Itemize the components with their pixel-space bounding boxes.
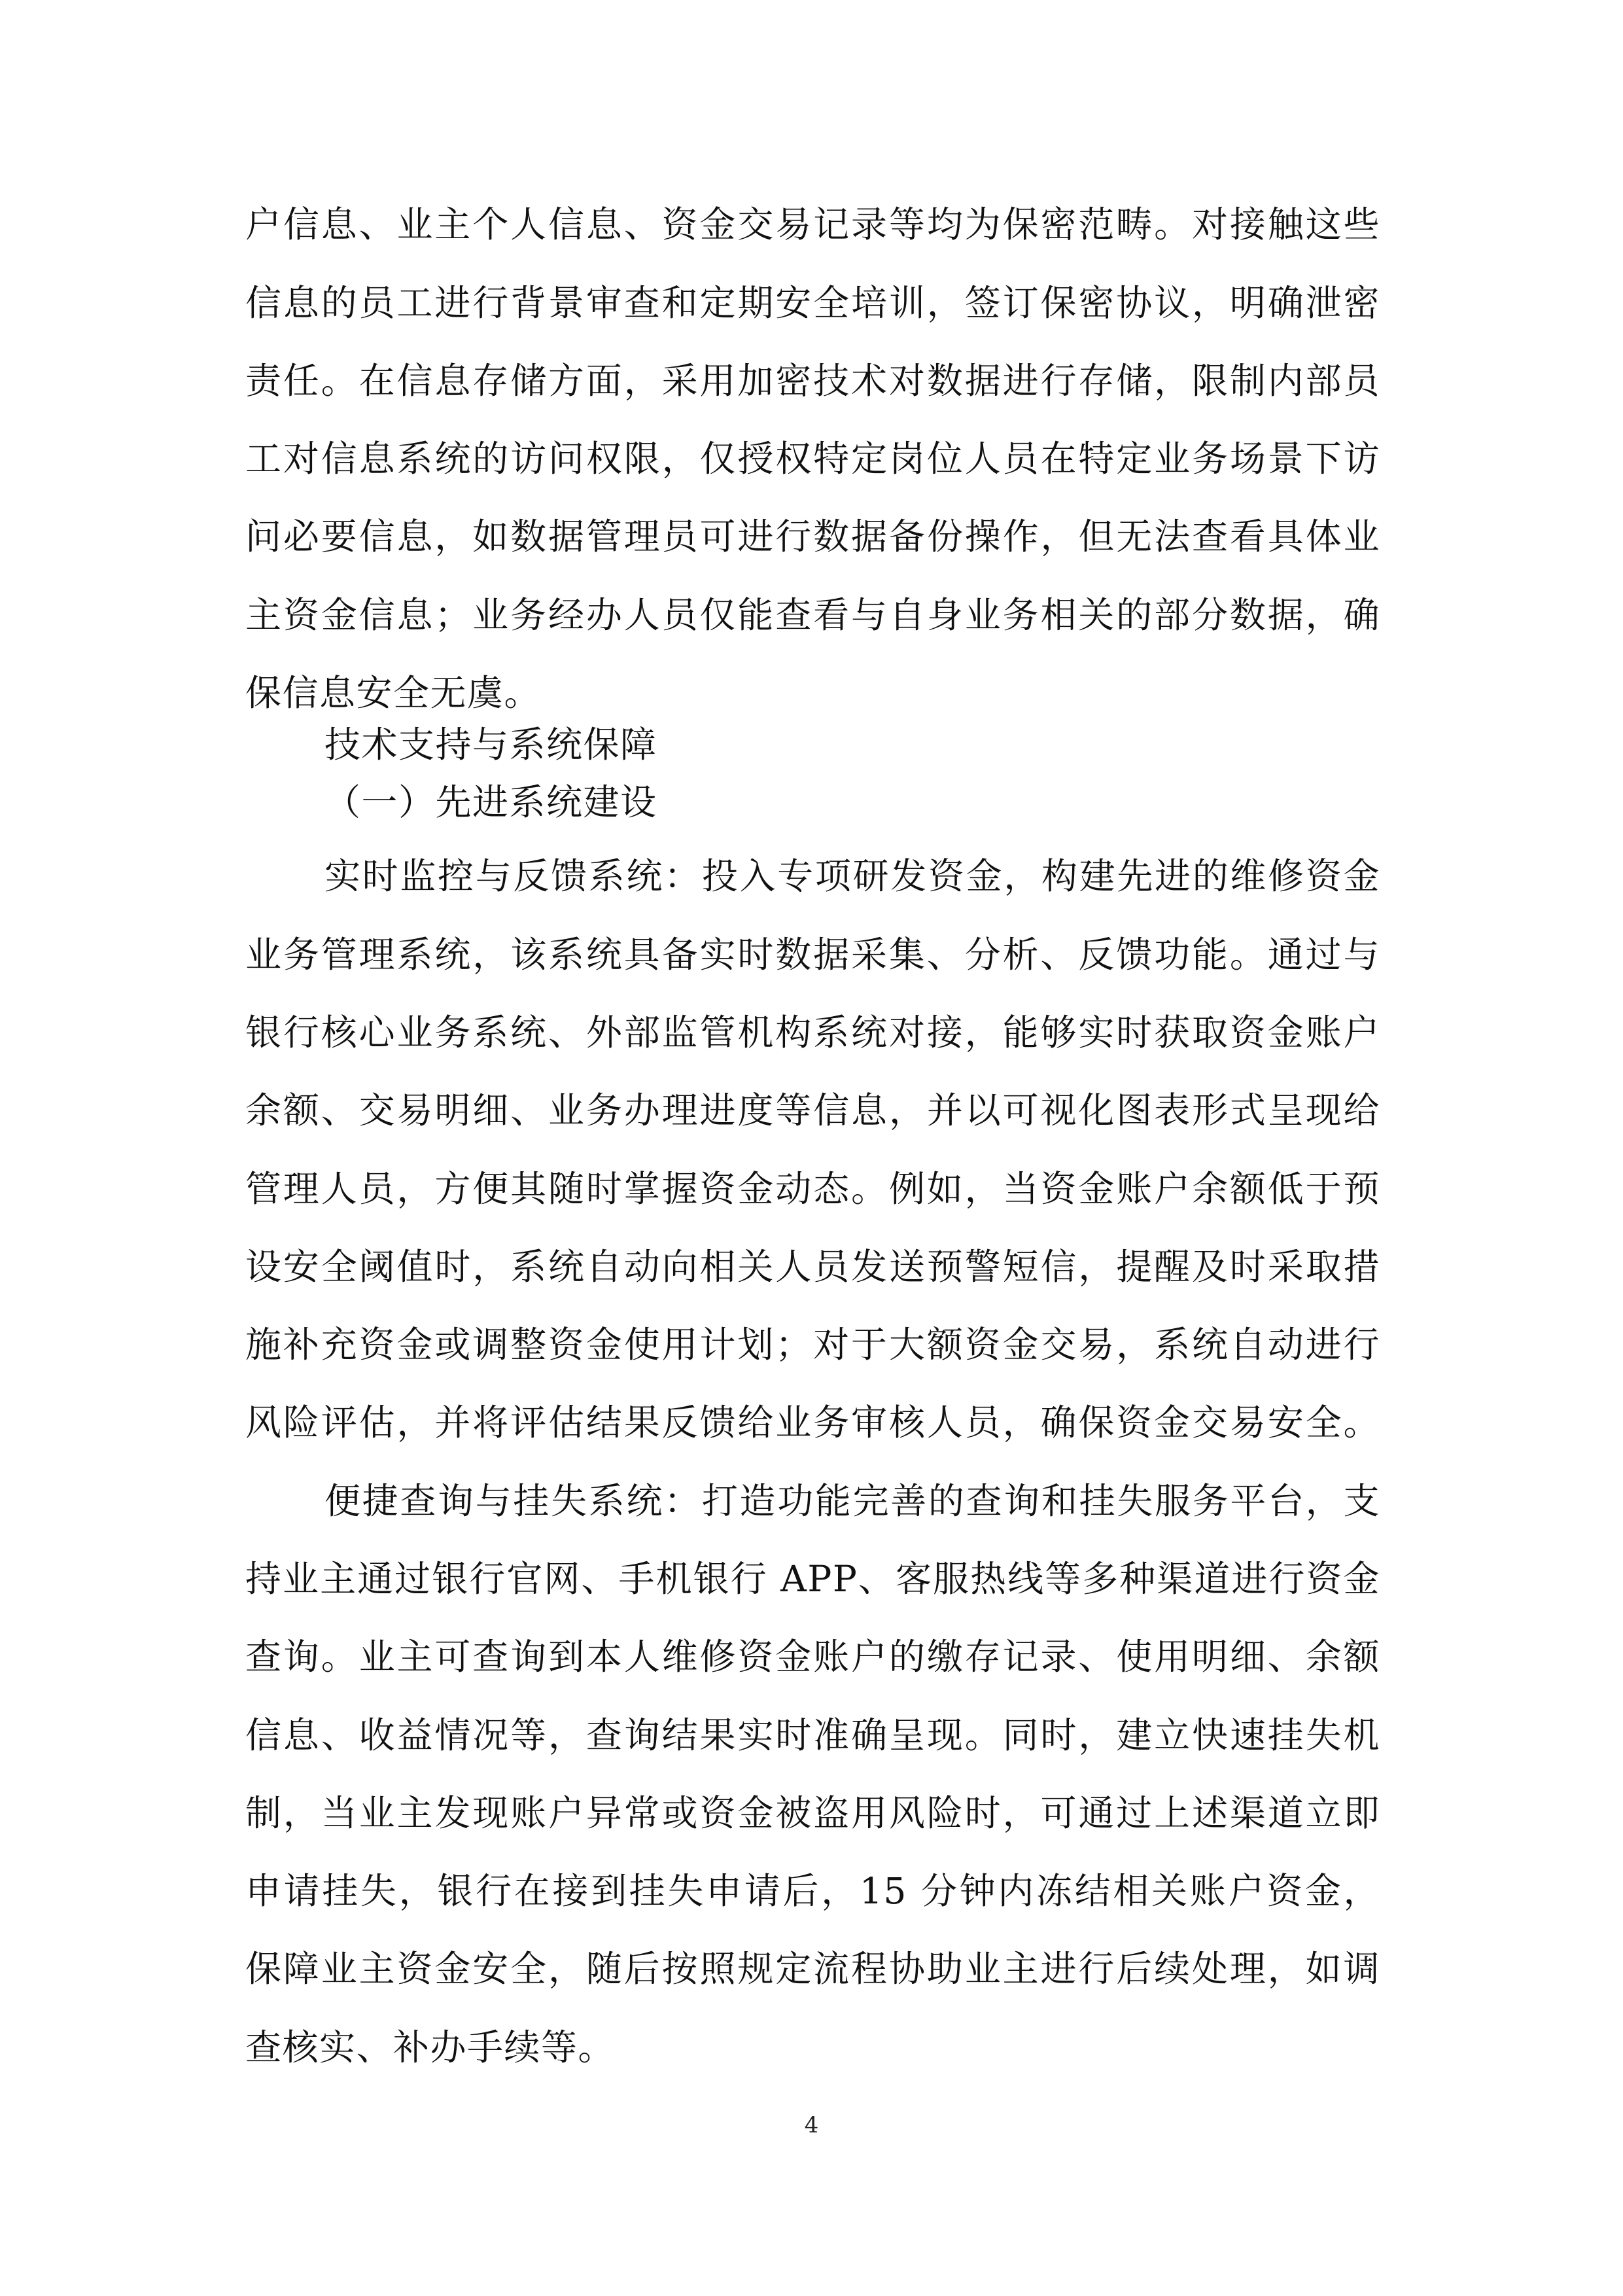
section-heading: 技术支持与系统保障 [324, 724, 657, 766]
body-text-line: 户信息、业主个人信息、资金交易记录等均为保密范畴。对接触这些 [245, 203, 1380, 245]
paragraph-first-line: 实时监控与反馈系统：投入专项研发资金，构建先进的维修资金 [324, 855, 1380, 897]
body-text-line: 查核实、补办手续等。 [245, 2026, 616, 2068]
body-text-line: 设安全阈值时，系统自动向相关人员发送预警短信，提醒及时采取措 [245, 1246, 1380, 1288]
body-text-line: 保信息安全无虞。 [245, 672, 542, 714]
body-text-line: 银行核心业务系统、外部监管机构系统对接，能够实时获取资金账户 [245, 1012, 1380, 1053]
body-text-line: 保障业主资金安全，随后按照规定流程协助业主进行后续处理，如调 [245, 1948, 1380, 1990]
body-text-line: 申请挂失，银行在接到挂失申请后，15 分钟内冻结相关账户资金， [245, 1870, 1380, 1912]
paragraph-first-line: 便捷查询与挂失系统：打造功能完善的查询和挂失服务平台，支 [324, 1480, 1380, 1522]
body-text-line: 问必要信息，如数据管理员可进行数据备份操作，但无法查看具体业 [245, 516, 1380, 557]
body-text-line: 责任。在信息存储方面，采用加密技术对数据进行存储，限制内部员 [245, 360, 1380, 402]
body-text-line: 制，当业主发现账户异常或资金被盗用风险时，可通过上述渠道立即 [245, 1792, 1380, 1834]
body-text-line: 工对信息系统的访问权限，仅授权特定岗位人员在特定业务场景下访 [245, 438, 1380, 480]
body-text-line: 余额、交易明细、业务办理进度等信息，并以可视化图表形式呈现给 [245, 1089, 1380, 1131]
body-text-line: 业务管理系统，该系统具备实时数据采集、分析、反馈功能。通过与 [245, 934, 1380, 976]
page-number: 4 [804, 2112, 819, 2138]
subsection-heading: （一）先进系统建设 [324, 781, 657, 823]
body-text-line: 持业主通过银行官网、手机银行 APP、客服热线等多种渠道进行资金 [245, 1558, 1380, 1600]
body-text-line: 风险评估，并将评估结果反馈给业务审核人员，确保资金交易安全。 [245, 1402, 1380, 1443]
body-text-line: 施补充资金或调整资金使用计划；对于大额资金交易，系统自动进行 [245, 1324, 1380, 1366]
body-text-line: 信息、收益情况等，查询结果实时准确呈现。同时，建立快速挂失机 [245, 1714, 1380, 1756]
body-text-line: 管理人员，方便其随时掌握资金动态。例如，当资金账户余额低于预 [245, 1168, 1380, 1210]
body-text-line: 信息的员工进行背景审查和定期安全培训，签订保密协议，明确泄密 [245, 282, 1380, 324]
body-text-line: 主资金信息；业务经办人员仅能查看与自身业务相关的部分数据，确 [245, 594, 1380, 636]
body-text-line: 查询。业主可查询到本人维修资金账户的缴存记录、使用明细、余额 [245, 1636, 1380, 1678]
